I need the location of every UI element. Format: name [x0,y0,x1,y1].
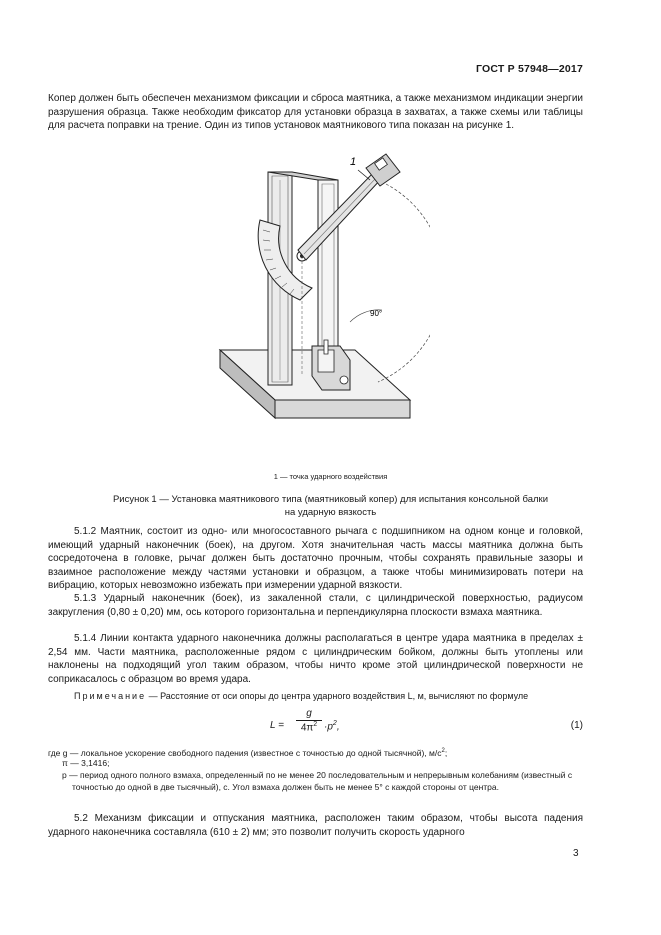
rear-column [318,180,338,365]
page-number: 3 [573,848,579,859]
formula-denominator: 4π [300,722,314,734]
figure-caption [60,493,601,519]
formula-denominator-wrap [296,721,322,733]
where-pi: π — 3,1416; [62,758,110,768]
formula-lhs: L = [270,720,284,731]
figure-legend: 1 — точка ударного воздействия [273,472,388,481]
formula-factor: ·p [324,721,333,733]
base-plate-front [275,400,410,418]
section-5-1-4: 5.1.4 Линии контакта ударного наконечника должны располагаться в центре удара маятника в пределах ± 2,54 мм. Части маятника, расположенные рядом с цилиндрическим бойком, должны быть утоплены или наклонены на подходящий угол таким образом, чтобы ничто кроме этой цилиндрической поверхности не соприкасалось с образцом во время удара. [48,633,583,685]
swing-arc [378,184,430,382]
formula-factor-exp: 2 [332,720,337,727]
standard-header: ГОСТ Р 57948—2017 [475,63,583,75]
angle-label: 90° [370,309,383,318]
pendulum-tester-figure [200,150,430,470]
formula-den-exp: 2 [313,721,318,728]
note-text: — Расстояние от оси опоры до центра ударного воздействия L, м, вычисляют по формуле [146,691,529,701]
note-paragraph [48,690,583,702]
figure-caption-line1: Рисунок 1 — Установка маятникового типа (маятниковый копер) для испытания консольной балки [112,494,549,505]
where-p: p — период одного полного взмаха, определенный по не менее 20 последовательным и непрерывным колебаниям (известный с точностью до одной в две тысячный), с. Угол взмаха должен быть не менее 5° с каждой стороны от центра. [62,770,573,792]
section-5-2: 5.2 Механизм фиксации и отпускания маятника, расположен таким образом, чтобы высота падения ударного наконечника составляла (610 ± 2) мм; это позволит получить скорость ударного [48,813,583,838]
formula-tail: , [336,721,340,733]
note-label: Примечание [74,691,147,701]
figure-callout: 1 [350,156,357,168]
formula-factor-wrap [324,720,340,732]
formula-number: (1) [570,720,583,731]
where-g: где g — локальное ускорение свободного падения (известное с точностью до одной тысячной), $м/с^2$; [48,747,448,758]
formula-1 [48,707,583,745]
intro-paragraph: Копер должен быть обеспечен механизмом фиксации и сброса маятника, а также механизмом индикации энергии разрушения образца. Также необходим фиксатор для установки образца в захватах, а также схемы или таблицы для расчета поправки на трение. Один из типов установок маятникового типа показан на рисунке 1. [48,93,583,131]
figure-caption-line2: на ударную вязкость [284,507,377,518]
formula-numerator: g [296,708,322,721]
section-5-1-2: 5.1.2 Маятник, состоит из одно- или многосоставного рычага с подшипником на одном конце и головкой, имеющий ударный наконечник (боек), на другом. Хотя значительная часть массы маятника должна быть сосредоточена в головке, рычаг должен быть достаточно прочным, чтобы сохранять правильные зазоры и взаимное расположение между частями установки и образцом, а также чтобы минимизировать потери на вибрацию, которых невозможно избежать при измерении ударной вязкости. [48,526,583,591]
section-5-1-3: 5.1.3 Ударный наконечник (боек), из закаленной стали, с цилиндрической поверхностью, радиусом закругления (0,80 ± 0,20) мм, ось которого горизонтальна и перпендикулярна плоскости взмаха маятника. [48,593,583,618]
